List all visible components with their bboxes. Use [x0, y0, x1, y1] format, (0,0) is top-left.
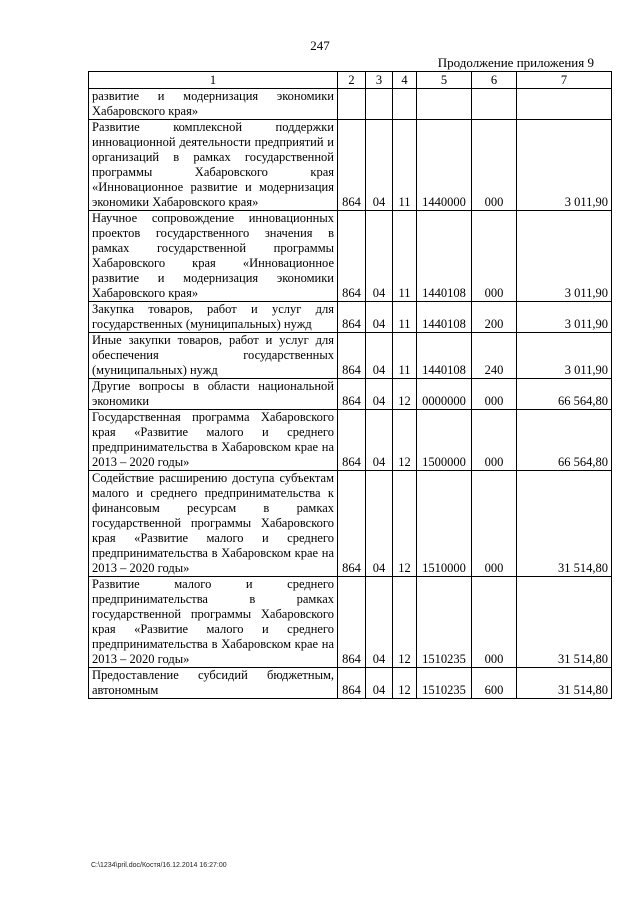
amount-cell: 66 564,80	[517, 379, 612, 410]
section-cell: 04	[366, 577, 393, 668]
subsection-cell: 12	[393, 410, 417, 471]
table-row	[89, 410, 612, 471]
table-row	[89, 120, 612, 211]
table-row	[89, 333, 612, 379]
item-name-cell: Иные закупки товаров, работ и услуг для обеспечения государственных (муниципальных) нужд	[89, 333, 338, 379]
section-cell	[366, 89, 393, 120]
section-cell: 04	[366, 302, 393, 333]
section-cell: 04	[366, 471, 393, 577]
column-header: 3	[366, 72, 393, 89]
item-name-cell: Государственная программа Хабаровского края «Развитие малого и среднего предпринимательства в Хабаровском крае на 2013 – 2020 годы»	[89, 410, 338, 471]
section-cell: 04	[366, 211, 393, 302]
item-name-cell: Развитие комплексной поддержки инновационной деятельности предприятий и организаций в рамках государственной программы Хабаровского края «Инновационное развитие и модернизация экономики Хабаровского края»	[89, 120, 338, 211]
target-article-cell: 1440108	[417, 302, 472, 333]
subsection-cell: 11	[393, 211, 417, 302]
section-cell: 04	[366, 120, 393, 211]
expense-type-cell: 000	[472, 379, 517, 410]
section-cell: 04	[366, 410, 393, 471]
target-article-cell: 1500000	[417, 410, 472, 471]
table-row	[89, 577, 612, 668]
target-article-cell: 0000000	[417, 379, 472, 410]
expense-type-cell: 000	[472, 211, 517, 302]
section-cell: 04	[366, 333, 393, 379]
amount-cell	[517, 89, 612, 120]
amount-cell: 3 011,90	[517, 211, 612, 302]
admin-code-cell: 864	[338, 668, 366, 699]
admin-code-cell: 864	[338, 410, 366, 471]
admin-code-cell: 864	[338, 302, 366, 333]
table-header-row	[89, 72, 612, 89]
target-article-cell: 1510235	[417, 577, 472, 668]
expense-type-cell: 240	[472, 333, 517, 379]
expense-type-cell: 000	[472, 471, 517, 577]
table-row	[89, 89, 612, 120]
admin-code-cell: 864	[338, 379, 366, 410]
column-header: 6	[472, 72, 517, 89]
amount-cell: 3 011,90	[517, 333, 612, 379]
target-article-cell: 1440108	[417, 333, 472, 379]
section-cell: 04	[366, 379, 393, 410]
amount-cell: 31 514,80	[517, 471, 612, 577]
table-row	[89, 211, 612, 302]
table-row	[89, 668, 612, 699]
budget-table	[88, 71, 612, 699]
item-name-cell: развитие и модернизация экономики Хабаровского края»	[89, 89, 338, 120]
subsection-cell: 11	[393, 302, 417, 333]
target-article-cell: 1510235	[417, 668, 472, 699]
target-article-cell: 1440000	[417, 120, 472, 211]
subsection-cell: 12	[393, 471, 417, 577]
subsection-cell: 11	[393, 333, 417, 379]
expense-type-cell: 600	[472, 668, 517, 699]
expense-type-cell: 200	[472, 302, 517, 333]
amount-cell: 31 514,80	[517, 577, 612, 668]
item-name-cell: Другие вопросы в области национальной экономики	[89, 379, 338, 410]
expense-type-cell: 000	[472, 577, 517, 668]
subsection-cell: 12	[393, 577, 417, 668]
file-path-footer: C:\1234\pril.doc/Костя/16.12.2014 16:27:00	[91, 862, 227, 869]
column-header: 5	[417, 72, 472, 89]
admin-code-cell: 864	[338, 577, 366, 668]
item-name-cell: Содействие расширению доступа субъектам малого и среднего предпринимательства к финансовым ресурсам в рамках государственной программы Хабаровского края «Развитие малого и среднего предпринимательства в Хабаровском крае на 2013 – 2020 годы»	[89, 471, 338, 577]
subsection-cell: 12	[393, 668, 417, 699]
table-row	[89, 302, 612, 333]
admin-code-cell: 864	[338, 120, 366, 211]
column-header: 7	[517, 72, 612, 89]
admin-code-cell: 864	[338, 471, 366, 577]
item-name-cell: Научное сопровождение инновационных проектов государственного значения в рамках государственной программы Хабаровского края «Инновационное развитие и модернизация экономики Хабаровского края»	[89, 211, 338, 302]
continuation-label: Продолжение приложения 9	[437, 55, 594, 70]
column-header: 4	[393, 72, 417, 89]
amount-cell: 3 011,90	[517, 302, 612, 333]
item-name-cell: Предоставление субсидий бюджетным, автономным	[89, 668, 338, 699]
table-body	[89, 89, 612, 699]
target-article-cell	[417, 89, 472, 120]
admin-code-cell	[338, 89, 366, 120]
table-row	[89, 379, 612, 410]
expense-type-cell	[472, 89, 517, 120]
target-article-cell: 1440108	[417, 211, 472, 302]
amount-cell: 3 011,90	[517, 120, 612, 211]
subsection-cell	[393, 89, 417, 120]
subsection-cell: 11	[393, 120, 417, 211]
column-header: 2	[338, 72, 366, 89]
item-name-cell: Закупка товаров, работ и услуг для государственных (муниципальных) нужд	[89, 302, 338, 333]
target-article-cell: 1510000	[417, 471, 472, 577]
table-row	[89, 471, 612, 577]
column-header: 1	[89, 72, 338, 89]
subsection-cell: 12	[393, 379, 417, 410]
admin-code-cell: 864	[338, 211, 366, 302]
item-name-cell: Развитие малого и среднего предпринимательства в рамках государственной программы Хабаровского края «Развитие малого и среднего предпринимательства в Хабаровском крае на 2013 – 2020 годы»	[89, 577, 338, 668]
admin-code-cell: 864	[338, 333, 366, 379]
amount-cell: 66 564,80	[517, 410, 612, 471]
amount-cell: 31 514,80	[517, 668, 612, 699]
expense-type-cell: 000	[472, 410, 517, 471]
section-cell: 04	[366, 668, 393, 699]
page-number: 247	[310, 38, 330, 53]
expense-type-cell: 000	[472, 120, 517, 211]
